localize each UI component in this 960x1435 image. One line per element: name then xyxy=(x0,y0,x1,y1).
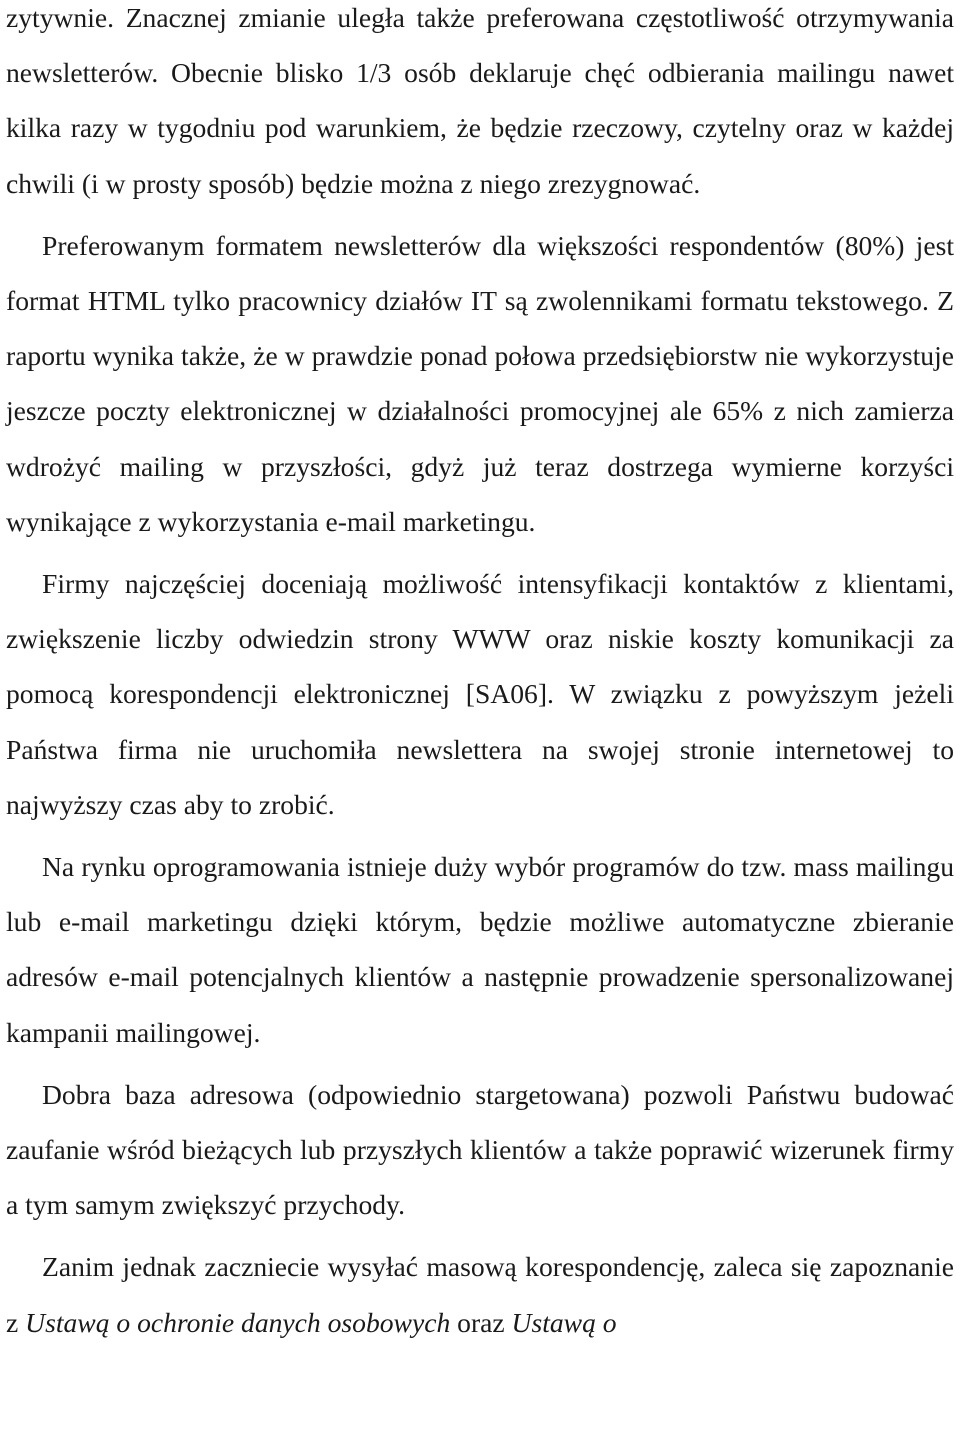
document-page xyxy=(6,0,954,1350)
paragraph-4: Na rynku oprogramowania istnieje duży wybór programów do tzw. mass mailingu lub e-mail marketingu dzięki którym, będzie możliwe automatyczne zbieranie adresów e-mail potencjalnych klientów a następnie prowadzenie spersonalizowanej kampanii mailingowej. xyxy=(6,851,954,1048)
paragraph-6-text-middle: oraz xyxy=(450,1306,512,1338)
paragraph-1: zytywnie. Znacznej zmianie uległa także preferowana częstotliwość otrzymywania newsletterów. Obecnie blisko 1/3 osób deklaruje chęć odbierania mailingu nawet kilka razy w tygodniu pod warunkiem, że będzie rzeczowy, czytelny oraz w każdej chwili (i w prosty sposób) będzie można z niego zrezygnować. xyxy=(6,2,954,199)
paragraph-2: Preferowanym formatem newsletterów dla większości respondentów (80%) jest format HTML tylko pracownicy działów IT są zwolennikami formatu tekstowego. Z raportu wynika także, że w prawdzie ponad połowa przedsiębiorstw nie wykorzystuje jeszcze poczty elektronicznej w działalności promocyjnej ale 65% z nich zamierza wdrożyć mailing w przyszłości, gdyż już teraz dostrzega wymierne korzyści wynikające z wykorzystania e-mail marketingu. xyxy=(6,229,954,537)
paragraph-6-text-before: Zanim jednak zaczniecie wysyłać masową korespondencję, zaleca się zapoznanie z xyxy=(6,1251,954,1338)
paragraph-5: Dobra baza adresowa (odpowiednio stargetowana) pozwoli Państwu budować zaufanie wśród bieżących lub przyszłych klientów a także poprawić wizerunek firmy a tym samym zwiększyć przychody. xyxy=(6,1078,954,1221)
paragraph-3: Firmy najczęściej doceniają możliwość intensyfikacji kontaktów z klientami, zwiększenie liczby odwiedzin strony WWW oraz niskie koszty komunikacji za pomocą korespondencji elektronicznej [SA06]. W związku z powyższym jeżeli Państwa firma nie uruchomiła newslettera na swojej stronie internetowej to najwyższy czas aby to zrobić. xyxy=(6,568,954,820)
law-title-italic-2: Ustawą o xyxy=(511,1306,617,1338)
paragraph-6 xyxy=(6,1239,954,1349)
law-title-italic-1: Ustawą o ochronie danych osobowych xyxy=(25,1306,451,1338)
